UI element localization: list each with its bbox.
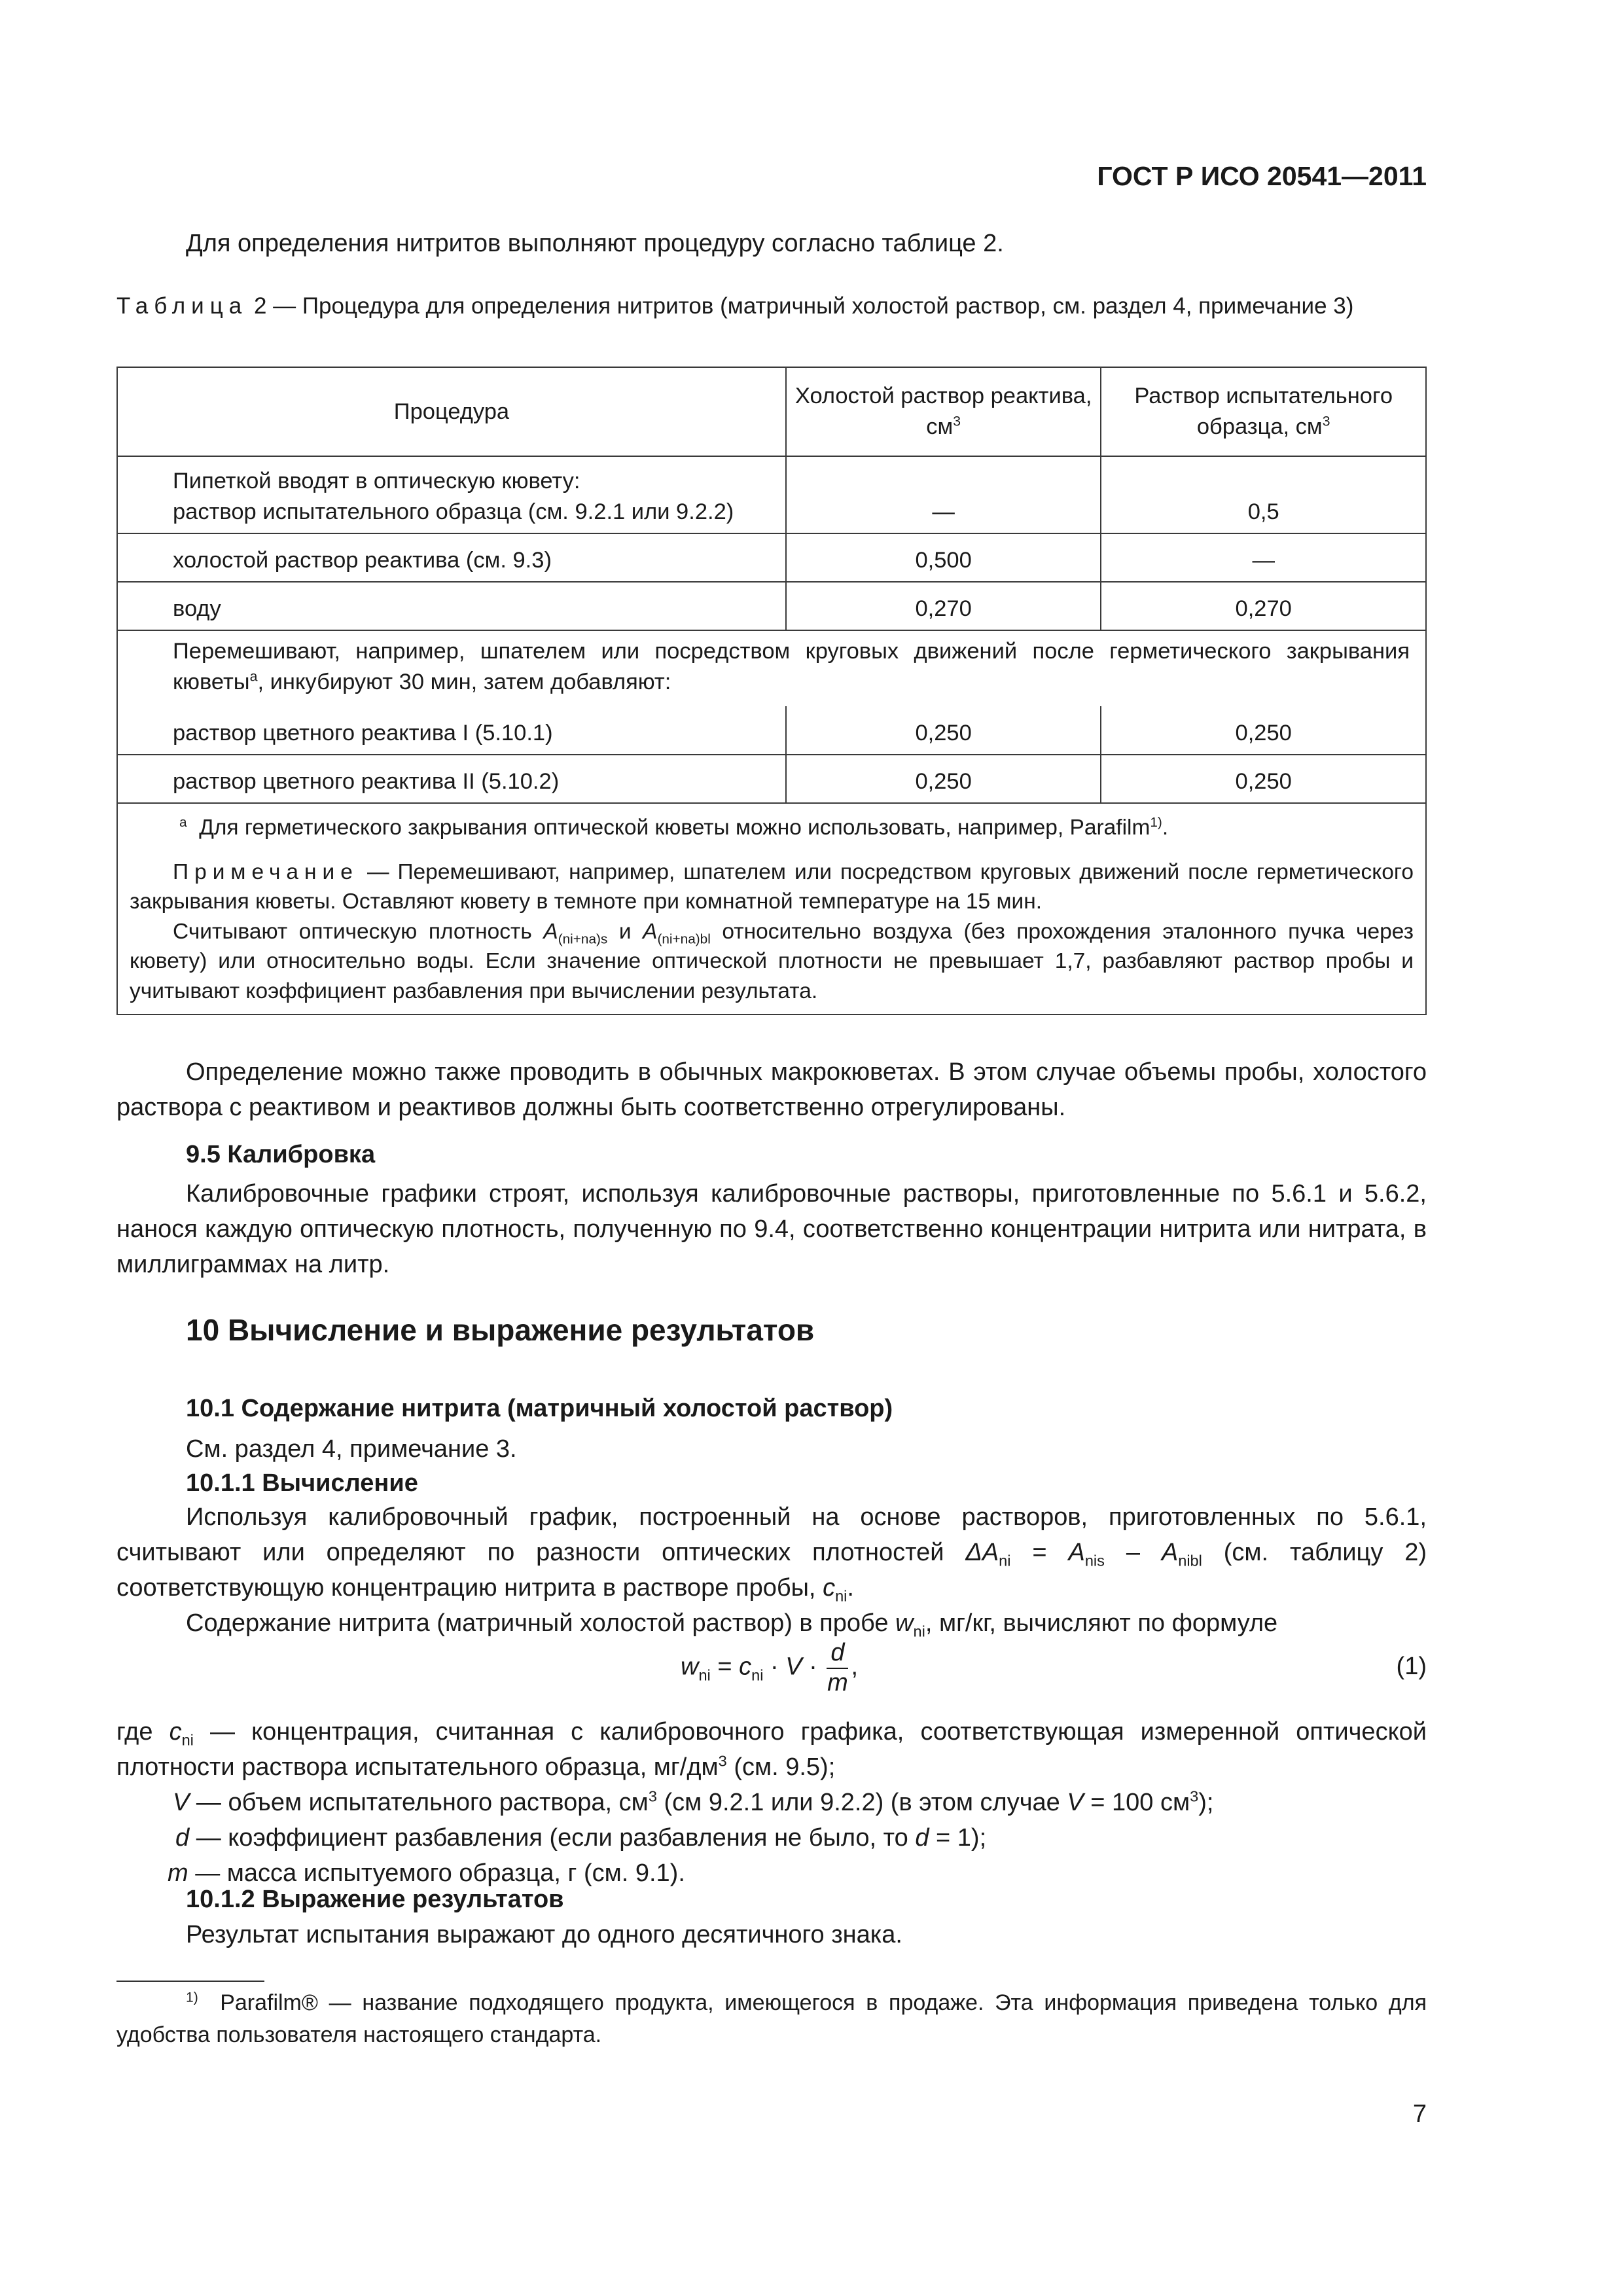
row-sample-value: 0,5: [1101, 456, 1426, 533]
table-notes-row: [117, 803, 1426, 1014]
table-caption-word: Таблица: [116, 293, 248, 319]
row-label: холостой раствор реактива (см. 9.3): [117, 533, 786, 582]
section-10-1-1-heading: 10.1.1 Вычисление: [186, 1469, 418, 1497]
row-blank-value: 0,270: [786, 582, 1101, 630]
formula-number: (1): [1396, 1653, 1427, 1680]
page-footnote: $^{1)}$ Parafilm® — название подходящего продукта, имеющегося в продаже. Эта информация приведена только для удобства пользователя настоящего стандарта.: [116, 1990, 1427, 2048]
row-label: раствор цветного реактива I (5.10.1): [117, 706, 786, 755]
mix-instruction-row: [117, 630, 1426, 706]
row-sample-value: 0,250: [1101, 706, 1426, 755]
table-caption: [116, 291, 1427, 322]
document-header: ГОСТ Р ИСО 20541—2011: [1097, 161, 1427, 191]
header-procedure: Процедура: [117, 367, 786, 456]
table-row: [117, 755, 1426, 803]
formula-fraction: $\frac{d}{m}$: [827, 1639, 848, 1696]
formula-legend: [116, 1715, 1427, 1892]
row-sample-value: 0,270: [1101, 582, 1426, 630]
row-label: воду: [117, 582, 786, 630]
section-10-heading: 10 Вычисление и выражение результатов: [186, 1313, 815, 1347]
row-blank-value: —: [786, 456, 1101, 533]
header-test-sample: Раствор испытательного образца, $см^3$: [1101, 367, 1426, 456]
section-10-1-1-text: Используя калибровочный график, построенный на основе растворов, приготовленных по 5.6.1, считывают или определяют по разности оптических плотностей $\Delta A_{ni} = A_{nis} - A_{nibl}$ (см. таблицу 2) соответствующую концентрацию нитрита в растворе пробы, $c_{ni}$. Содержание нитрита (матричный холостой раствор) в пробе $w_{ni}$, мг/кг, вычисляют по формуле: [116, 1503, 1427, 1640]
footnote-separator: [116, 1981, 264, 1982]
row-sample-value: 0,250: [1101, 755, 1426, 803]
legend-m: m — масса испытуемого образца, г (см. 9.1).: [168, 1859, 685, 1887]
legend-d: d — коэффициент разбавления (если разбавления не было, то d = 1);: [175, 1823, 987, 1852]
row-label: раствор цветного реактива II (5.10.2): [117, 755, 786, 803]
row-label: Пипеткой вводят в оптическую кювету: раствор испытательного образца (см. 9.2.1 или 9.2.2): [117, 456, 786, 533]
formula-1: $w_{ni} = c_{ni} \cdot V$ · $\frac{d}{m}$ ,: [681, 1639, 859, 1696]
table-note: Примечание — Перемешивают, например, шпателем или посредством круговых движений после герметического закрывания кюветы. Оставляют кювету в темноте при комнатной температуре на 15 мин.: [130, 859, 1414, 914]
section-10-1-heading: 10.1 Содержание нитрита (матричный холостой раствор): [186, 1395, 893, 1422]
row-blank-value: 0,500: [786, 533, 1101, 582]
section-10-1-text: См. раздел 4, примечание 3.: [186, 1435, 517, 1463]
section-10-1-2-text: Результат испытания выражают до одного десятичного знака.: [186, 1921, 902, 1948]
table-notes: [117, 803, 1426, 1014]
legend-V: V — объем испытательного раствора, $см^3$ (см 9.2.1 или 9.2.2) (в этом случае V = 100 $см^3$);: [173, 1787, 1214, 1816]
procedure-table: [116, 367, 1427, 1015]
page-number: 7: [1412, 2100, 1427, 2128]
mix-instruction: Перемешивают, например, шпателем или посредством круговых движений после герметического закрывания кюветы$^а$, инкубируют 30 мин, затем добавляют:: [117, 630, 1426, 706]
table-row: [117, 582, 1426, 630]
macro-cuvette-paragraph: Определение можно также проводить в обычных макрокюветах. В этом случае объемы пробы, холостого раствора с реактивом и реактивов должны быть соответственно отрегулированы.: [116, 1058, 1427, 1121]
table-row: [117, 533, 1426, 582]
section-9-5-text: Калибровочные графики строят, используя калибровочные растворы, приготовленные по 5.6.1 и 5.6.2, нанося каждую оптическую плотность, полученную по 9.4, соответственно концентрации нитрита или нитрата, в миллиграммах на литр.: [116, 1180, 1427, 1278]
intro-paragraph: Для определения нитритов выполняют процедуру согласно таблице 2.: [186, 230, 1004, 257]
row-blank-value: 0,250: [786, 706, 1101, 755]
section-9-5-heading: 9.5 Калибровка: [186, 1141, 376, 1168]
row-blank-value: 0,250: [786, 755, 1101, 803]
table-row: [117, 456, 1426, 533]
row-sample-value: —: [1101, 533, 1426, 582]
table-caption-text: 2 — Процедура для определения нитритов (матричный холостой раствор, см. раздел 4, примечание 3): [247, 293, 1354, 319]
section-10-1-2-heading: 10.1.2 Выражение результатов: [186, 1886, 564, 1913]
table-row: [117, 706, 1426, 755]
table-header-row: [117, 367, 1426, 456]
table-note-reading: Считывают оптическую плотность $A_{(ni+na)s}$ и $A_{(ni+na)bl}$ относительно воздуха (без прохождения эталонного пучка через кювету) или относительно воды. Если значение оптической плотности не превышает 1,7, разбавляют раствор пробы и учитывают коэффициент разбавления при вычислении результата.: [130, 919, 1414, 1003]
legend-c: где $c_{ni}$ — концентрация, считанная с калибровочного графика, соответствующая измеренной оптической плотности раствора испытательного образца, $мг/дм^3$ (см. 9.5);: [116, 1718, 1427, 1781]
header-blank-reagent: Холостой раствор реактива, $см^3$: [786, 367, 1101, 456]
table-footnote: $^а$ Для герметического закрывания оптической кюветы можно использовать, например, Parafilm$^{1)}$.: [179, 814, 1169, 840]
